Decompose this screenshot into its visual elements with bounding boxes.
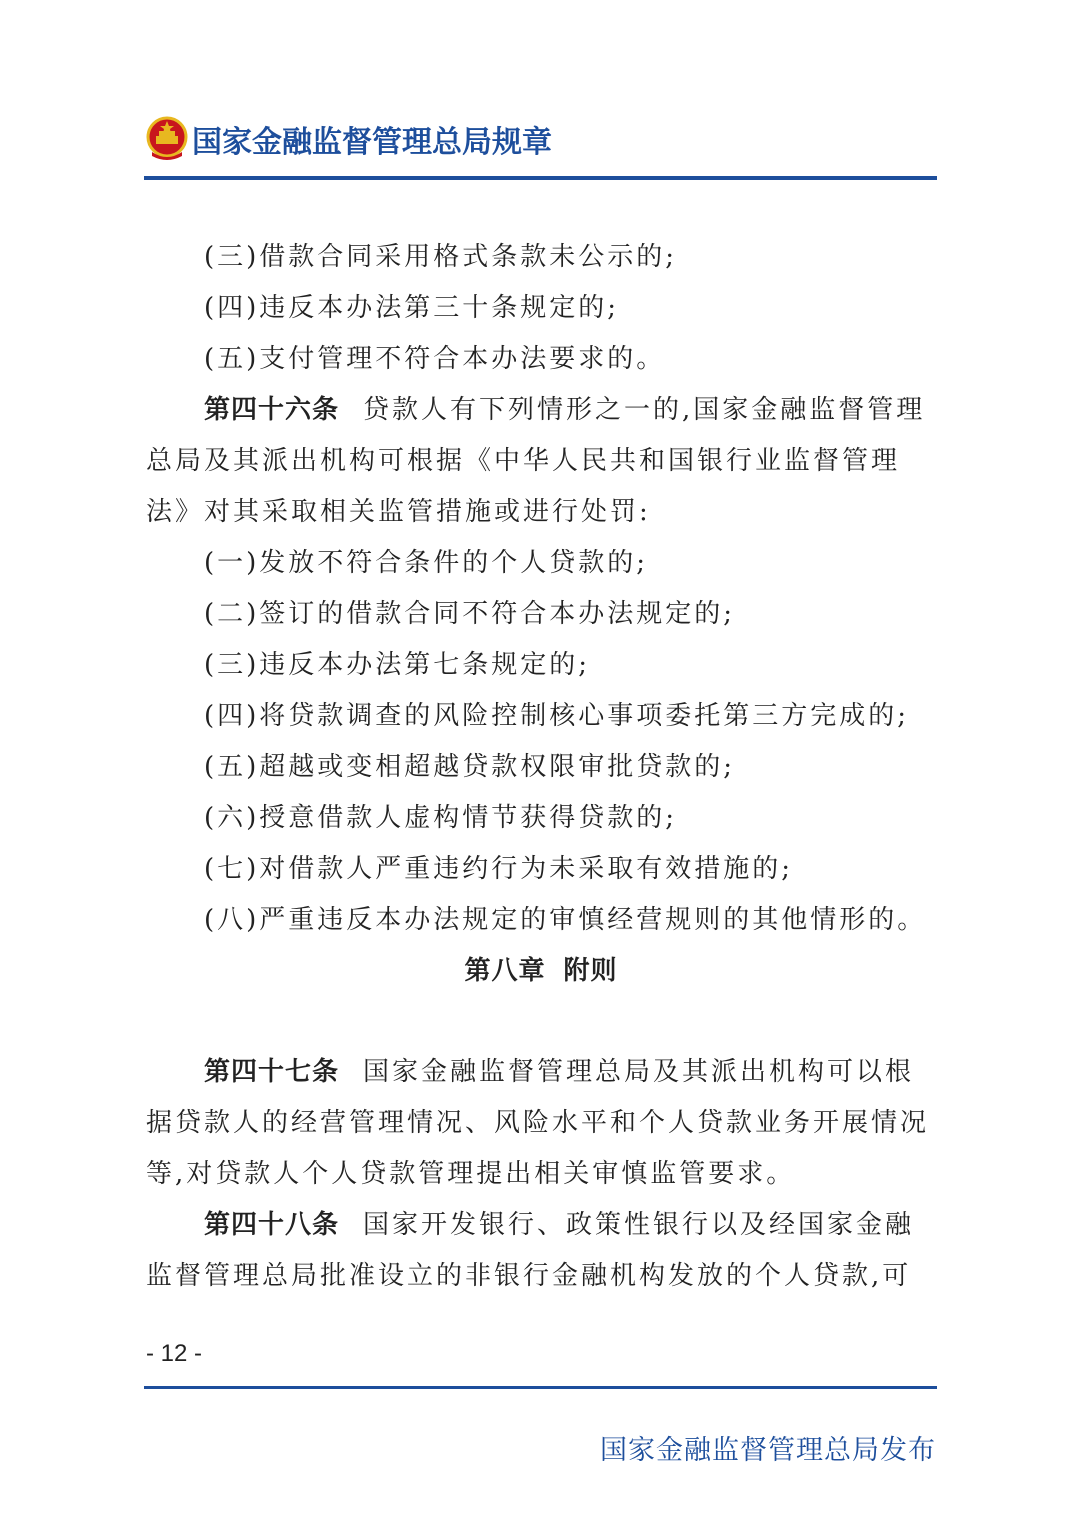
list-item: (六)授意借款人虚构情节获得贷款的; [204, 803, 678, 833]
article-47-label: 第四十七条 [204, 1057, 340, 1087]
chapter-number: 第八章 [464, 956, 546, 986]
chapter-title: 附则 [563, 956, 618, 986]
list-item: (四)违反本办法第三十条规定的; [204, 293, 620, 323]
list-item: (八)严重违反本办法规定的审慎经营规则的其他情形的。 [204, 905, 927, 935]
article-46-first-line [146, 385, 936, 436]
list-item: (四)将贷款调查的风险控制核心事项委托第三方完成的; [204, 701, 910, 731]
list-item: (五)支付管理不符合本办法要求的。 [204, 344, 666, 374]
article-46-label: 第四十六条 [204, 395, 340, 425]
header-title: 国家金融监督管理总局规章 [192, 125, 552, 160]
article-46-text: 贷款人有下列情形之一的,国家金融监督管理 [363, 395, 926, 425]
article-48-label: 第四十八条 [204, 1210, 340, 1240]
list-item: (一)发放不符合条件的个人贷款的; [204, 548, 649, 578]
footer-publisher: 国家金融监督管理总局发布 [600, 1435, 936, 1466]
list-item: (三)借款合同采用格式条款未公示的; [204, 242, 678, 272]
spacer [146, 997, 936, 1047]
list-item: (五)超越或变相超越贷款权限审批贷款的; [204, 752, 736, 782]
header-divider [144, 176, 937, 180]
list-item: (二)签订的借款合同不符合本办法规定的; [204, 599, 736, 629]
article-48-first-line [146, 1200, 936, 1251]
page-number: - 12 - [146, 1340, 203, 1367]
list-item: (三)违反本办法第七条规定的; [204, 650, 591, 680]
article-48-line: 监督管理总局批准设立的非银行金融机构发放的个人贷款,可 [146, 1261, 912, 1291]
footer-divider [144, 1386, 937, 1389]
page-header [146, 112, 936, 166]
document-body [146, 232, 936, 1302]
national-emblem-icon [146, 116, 188, 162]
article-46-line: 总局及其派出机构可根据《中华人民共和国银行业监督管理 [146, 446, 901, 476]
article-46-line: 法》对其采取相关监管措施或进行处罚: [146, 497, 651, 527]
article-47-first-line [146, 1047, 936, 1098]
article-47-line: 据贷款人的经营管理情况、风险水平和个人贷款业务开展情况 [146, 1108, 930, 1138]
article-47-line: 等,对贷款人个人贷款管理提出相关审慎监管要求。 [146, 1159, 796, 1189]
list-item: (七)对借款人严重违约行为未采取有效措施的; [204, 854, 794, 884]
article-47-text: 国家金融监督管理总局及其派出机构可以根 [363, 1057, 915, 1087]
article-48-text: 国家开发银行、政策性银行以及经国家金融 [363, 1210, 915, 1240]
chapter-heading [146, 946, 936, 997]
